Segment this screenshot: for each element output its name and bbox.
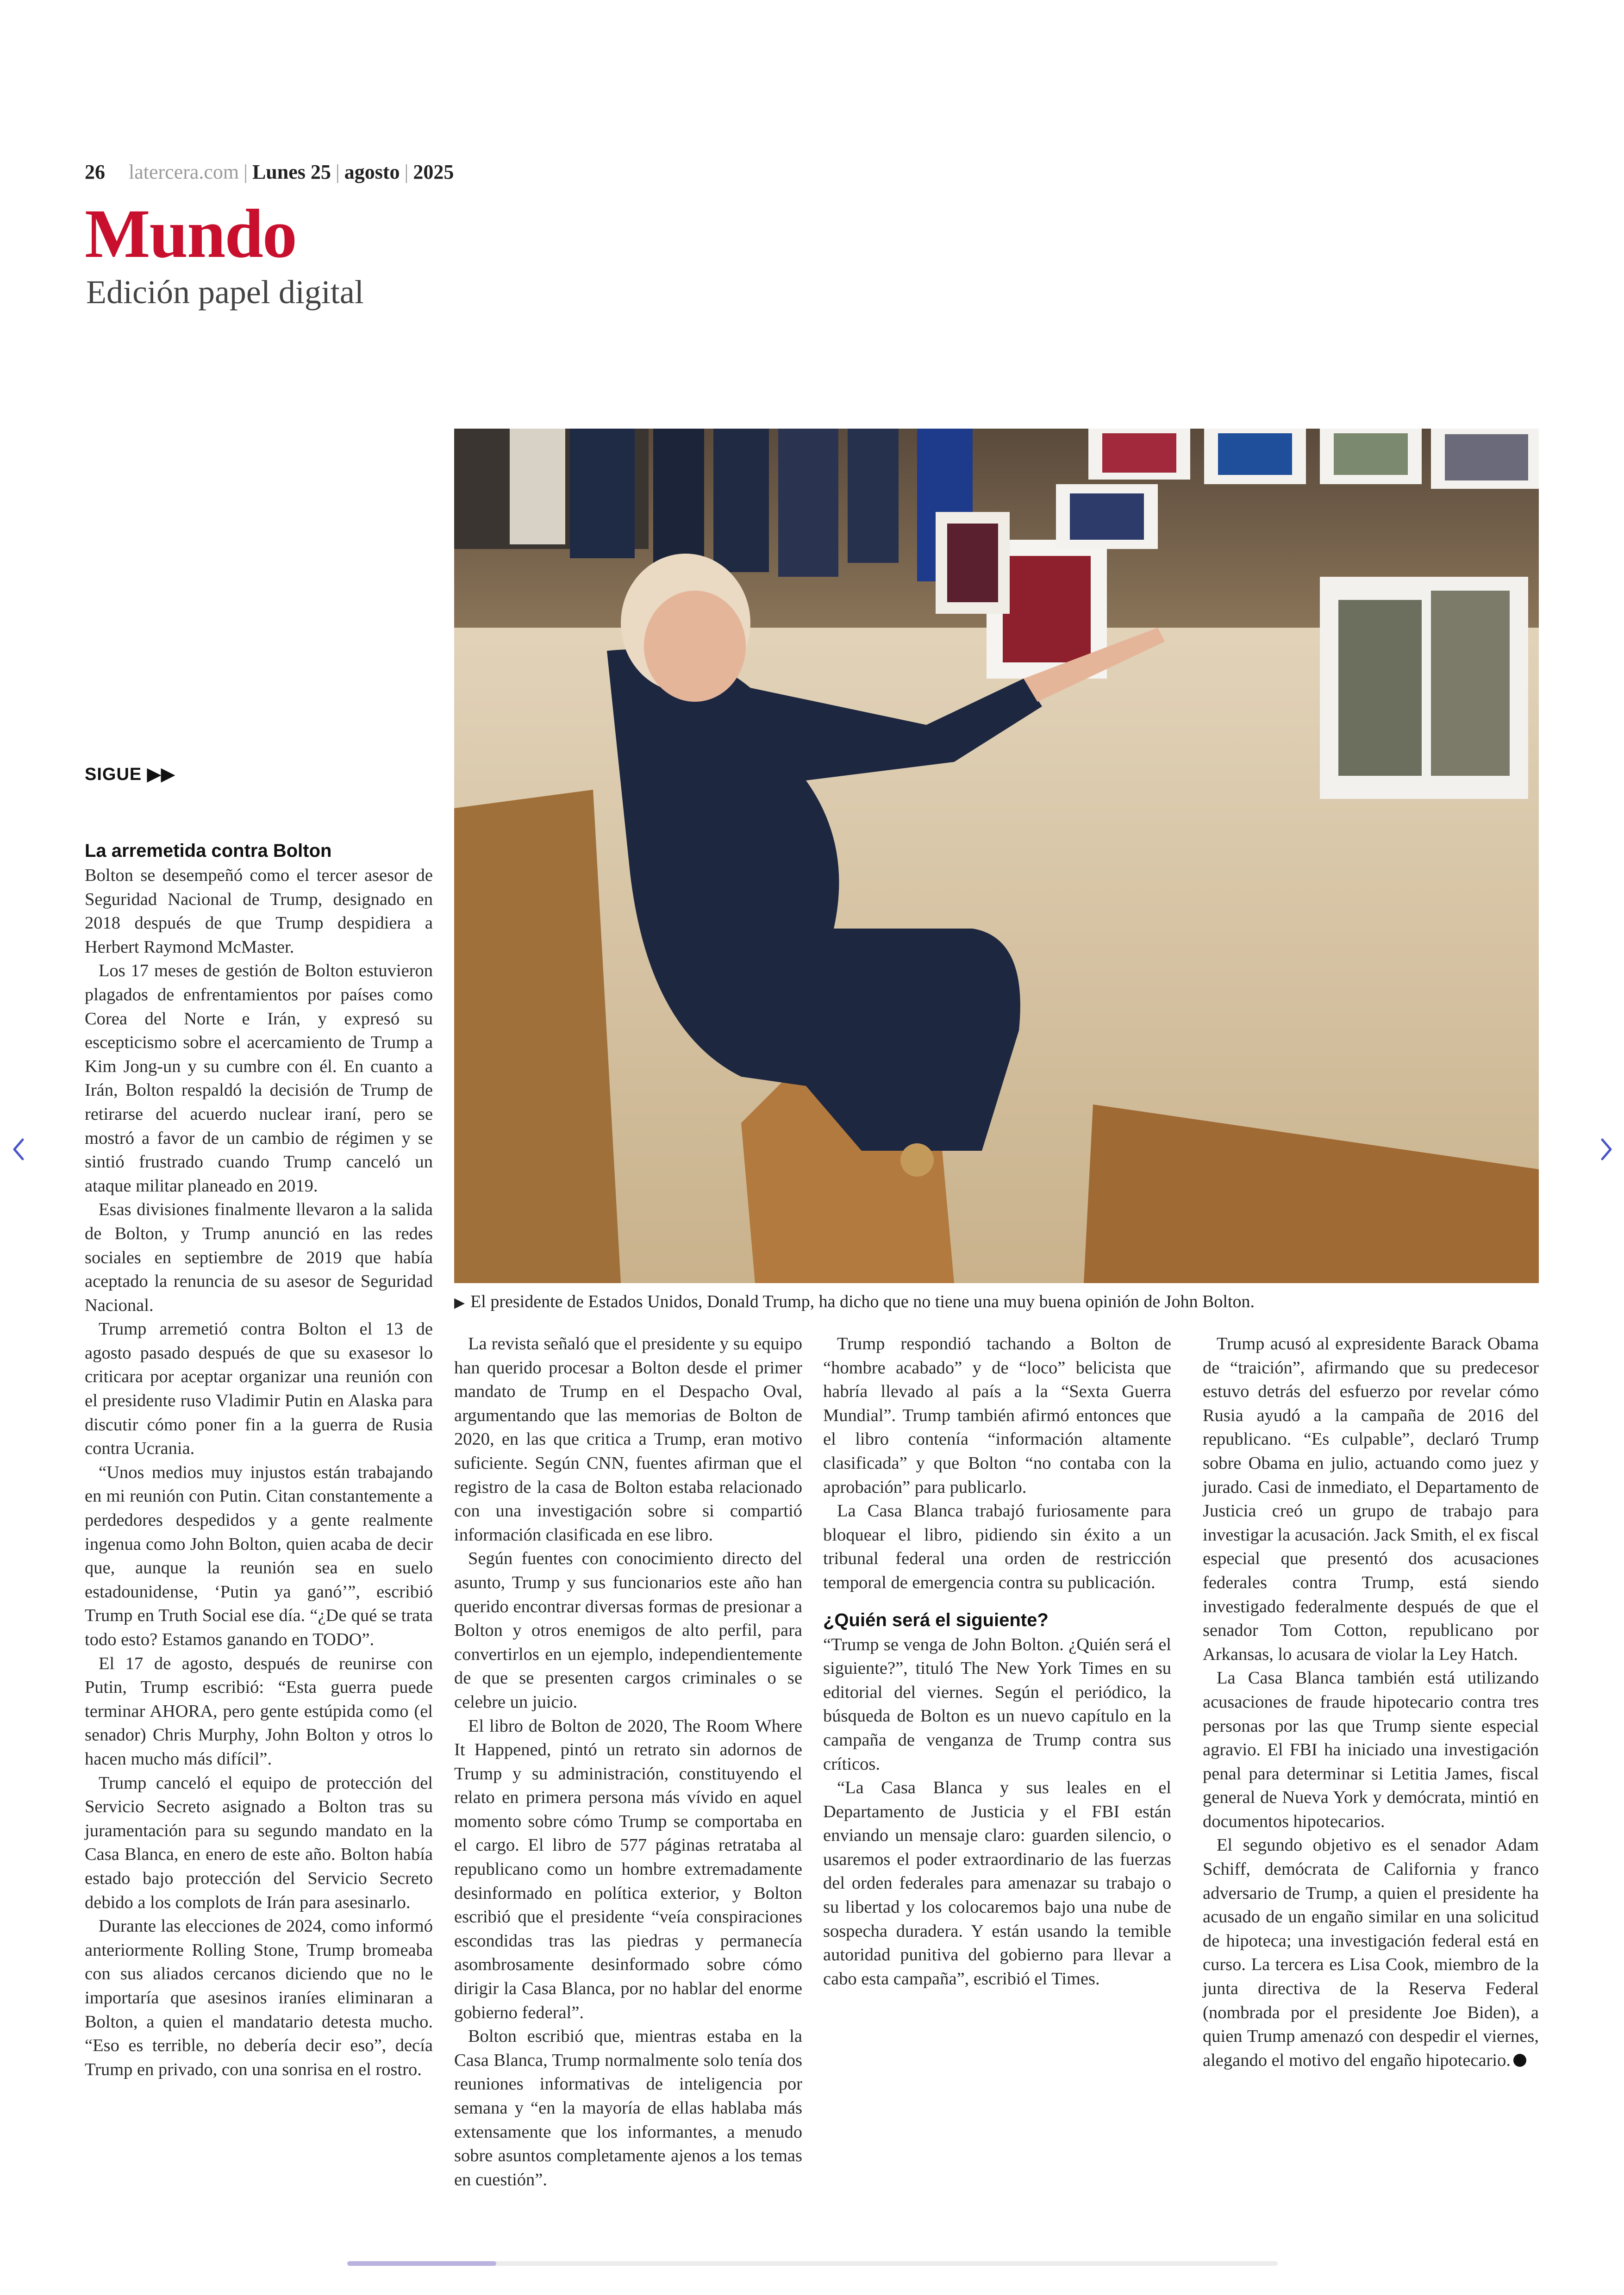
photo-illustration — [454, 429, 1539, 1283]
page-number: 26 — [85, 161, 105, 183]
folio-separator: | — [335, 161, 340, 183]
section-title: Mundo — [85, 195, 296, 272]
article-column-2 — [454, 1332, 802, 2192]
paragraph: Durante las elecciones de 2024, como informó anteriormente Rolling Stone, Trump bromeaba con sus aliados cercanos diciendo que no le importaría que asesinos iraníes eliminaran a Bolton, a quien el mandatario detesta mucho. “Eso es terrible, no debería decir eso”, decía Trump en privado, con una sonrisa en el rostro. — [85, 1916, 433, 2079]
sigue-label — [85, 764, 175, 785]
paragraph: La Casa Blanca también está utilizando acusaciones de fraude hipotecario contra tres personas por las que Trump siente especial agravio. El FBI ha iniciado una investigación penal para determinar si Letitia James, fiscal general de Nueva York y demócrata, mintió en documentos hipotecarios. — [1203, 1668, 1539, 1831]
paragraph: Bolton escribió que, mientras estaba en la Casa Blanca, Trump normalmente solo tenía dos reuniones informativas de inteligencia por semana y “en la mayoría de ellas hablaba más extensamente que los informantes, a menudo sobre asuntos completamente ajenos a los temas en cuestión”. — [454, 2027, 802, 2189]
edition-subtitle: Edición papel digital — [86, 274, 364, 311]
photo-caption-text: El presidente de Estados Unidos, Donald Trump, ha dicho que no tiene una muy buena opinión de John Bolton. — [470, 1292, 1255, 1311]
folio-separator: | — [404, 161, 409, 183]
paragraph: La revista señaló que el presidente y su equipo han querido procesar a Bolton desde el primer mandato de Trump en el Despacho Oval, argumentando que las memorias de Bolton de 2020, en las que critica a Trump, eran motivo suficiente. Según CNN, fuentes afirman que el registro de la casa de Bolton estaba relacionado con una investigación sobre si compartió información clasificada en ese libro. — [454, 1334, 802, 1545]
caption-arrow-icon: ▶ — [454, 1295, 465, 1310]
paragraph: “Trump se venga de John Bolton. ¿Quién será el siguiente?”, tituló The New York Times en su editorial del viernes. Según el periódico, la búsqueda de Bolton es un nuevo capítulo en la campaña de venganza de Trump contra sus críticos. — [823, 1634, 1171, 1774]
paragraph: Trump canceló el equipo de protección del Servicio Secreto asignado a Bolton tras su juramentación para su segundo mandato en la Casa Blanca, en enero de este año. Bolton había estado bajo protección del Servicio Secreto debido a los complots de Irán para asesinarlo. — [85, 1773, 433, 1912]
date-day: Lunes 25 — [252, 161, 331, 183]
subhead-arremetida: La arremetida contra Bolton — [85, 841, 332, 861]
article-photo — [454, 429, 1539, 1283]
article-column-1 — [85, 838, 433, 2082]
paragraph: Según fuentes con conocimiento directo del asunto, Trump y sus funcionarios este año han querido encontrar diversas formas de presionar a Bolton y otros enemigos de alto perfil, para convertirlos en un ejemplo, independientemente de que se presenten cargos criminales o se celebre un juicio. — [454, 1549, 802, 1712]
paragraph: El 17 de agosto, después de reunirse con Putin, Trump escribió: “Esta guerra puede terminar AHORA, pero gente estúpida como (el senador) Chris Murphy, John Bolton y otros lo hacen mucho más difícil”. — [85, 1653, 433, 1769]
subhead-siguiente: ¿Quién será el siguiente? — [823, 1609, 1049, 1630]
chevron-left-icon — [12, 1138, 25, 1161]
site-name: latercera.com — [129, 161, 239, 183]
paragraph: La Casa Blanca trabajó furiosamente para bloquear el libro, pidiendo sin éxito a un tribunal federal una orden de restricción temporal de emergencia contra su publicación. — [823, 1501, 1171, 1592]
paragraph: Los 17 meses de gestión de Bolton estuvieron plagados de enfrentamientos por países como Corea del Norte e Irán, y expresó su escepticismo sobre el acercamiento de Trump a Kim Jong-un y su cumbre con él. En cuanto a Irán, Bolton respaldó la decisión de Trump de retirarse del acuerdo nuclear iraní, pero se mostró a favor de un cambio de régimen y se sintió frustrado cuando Trump canceló un ataque militar planeado en 2019. — [85, 961, 433, 1196]
paragraph: Trump acusó al expresidente Barack Obama de “traición”, afirmando que su predecesor estuvo detrás del esfuerzo por revelar cómo Rusia ayudó a la campaña de 2016 del republicano. “Es culpable”, declaró Trump sobre Obama en julio, actuando como juez y jurado. Casi de inmediato, el Departamento de Justicia creó un grupo de trabajo para investigar la acusación. Jack Smith, el ex fiscal especial que presentó dos acusaciones federales contra Trump, está siendo investigado federalmente después de que el senador Tom Cotton, republicano por Arkansas, lo acusara de violar la Ley Hatch. — [1203, 1334, 1539, 1664]
previous-page-button[interactable] — [5, 1129, 32, 1170]
paragraph: Bolton se desempeñó como el tercer asesor de Seguridad Nacional de Trump, designado en 2018 después de que Trump despidiera a Herbert Raymond McMaster. — [85, 866, 433, 957]
photo-caption — [454, 1291, 1539, 1312]
page-folio — [85, 160, 454, 184]
reading-progress-bar[interactable] — [347, 2261, 1278, 2266]
chevron-right-icon — [1599, 1138, 1613, 1161]
paragraph: Trump arremetió contra Bolton el 13 de agosto pasado después de que su exasesor lo criticara por aceptar organizar una reunión con el presidente ruso Vladimir Putin en Alaska para discutir cómo poner fin a la guerra de Rusia contra Ucrania. — [85, 1319, 433, 1459]
date-year: 2025 — [413, 161, 454, 183]
end-of-article-icon — [1513, 2054, 1526, 2067]
next-page-button[interactable] — [1593, 1129, 1620, 1170]
folio-separator: | — [244, 161, 248, 183]
article-column-4 — [1203, 1332, 1539, 2072]
reading-progress-fill — [347, 2261, 496, 2266]
paragraph: “Unos medios muy injustos están trabajando en mi reunión con Putin. Citan constantemente a perdedores despedidos y a gente realmente ingenua como John Bolton, quien acaba de decir que, aunque la reunión sea en suelo estadounidense, ‘Putin ya ganó’”, escribió Trump en Truth Social ese día. “¿De qué se trata todo esto? Estamos ganando en TODO”. — [85, 1462, 433, 1649]
paragraph: “La Casa Blanca y sus leales en el Departamento de Justicia y el FBI están enviando un mensaje claro: guarden silencio, o usaremos el poder extraordinario de las fuerzas del orden federales para amenazar su trabajo o su libertad y los colocaremos bajo una nube de sospecha duradera. Y están usando la temible autoridad punitiva del gobierno para llevar a cabo esta campaña”, escribió el Times. — [823, 1778, 1171, 1989]
paragraph-text: El segundo objetivo es el senador Adam Schiff, demócrata de California y franco adversario de Trump, a quien el presidente ha acusado de un engaño similar en una solicitud de hipoteca; una investigación federal está en curso. La tercera es Lisa Cook, miembro de la junta directiva de la Reserva Federal (nombrada por el presidente Joe Biden), a quien Trump amenazó con despedir el viernes, alegando el motivo del engaño hipotecario. — [1203, 1835, 1539, 2070]
article-column-3 — [823, 1332, 1171, 1991]
sigue-text: SIGUE — [85, 765, 142, 784]
paragraph: Trump respondió tachando a Bolton de “hombre acabado” y de “loco” belicista que habría llevado al país a la “Sexta Guerra Mundial”. Trump también afirmó entonces que el libro contenía “información altamente clasificada” y que Bolton “no contaba con la aprobación” para publicarlo. — [823, 1334, 1171, 1497]
paragraph: Esas divisiones finalmente llevaron a la salida de Bolton, y Trump anunció en las redes sociales en septiembre de 2019 que había aceptado la renuncia de su asesor de Seguridad Nacional. — [85, 1200, 433, 1315]
paragraph — [1203, 1834, 1539, 2072]
date-month: agosto — [344, 161, 400, 183]
double-arrow-icon: ▶▶ — [147, 765, 175, 784]
paragraph: El libro de Bolton de 2020, The Room Where It Happened, pintó un retrato sin adornos de Trump y su administración, constituyendo el relato en primera persona más vívido en aquel momento sobre cómo Trump se comportaba en el cargo. El libro de 577 páginas retrataba al republicano como un hombre extremadamente desinformado en política exterior, y Bolton escribió que el presidente “veía conspiraciones escondidas tras las piedras y permanecía asombrosamente desinformado sobre cómo dirigir la Casa Blanca, por no hablar del enorme gobierno federal”. — [454, 1716, 802, 2022]
